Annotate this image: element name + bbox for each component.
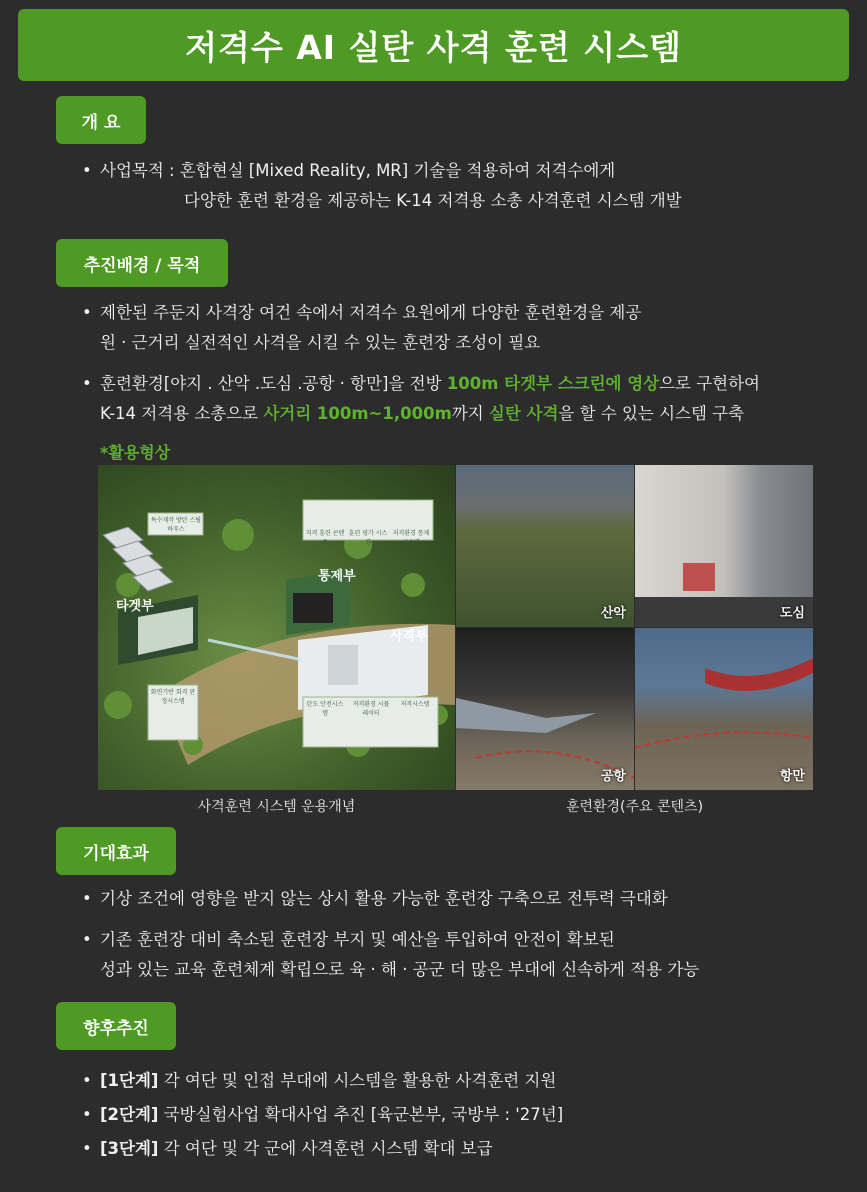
effects-bullet-1: [82, 884, 668, 914]
bullet-dot: •: [82, 1105, 92, 1124]
concept-box-f1: 탄도 안전시스템: [306, 701, 344, 717]
section-overview-label: 개 요: [56, 96, 146, 144]
env-label-harbor: 항만: [779, 769, 805, 784]
concept-caption: 사격훈련 시스템 운용개념: [197, 799, 356, 815]
background-b1-line-1: 제한된 주둔지 사격장 여건 속에서 저격수 요원에게 다양한 훈련환경을 제공: [100, 303, 642, 322]
concept-illustration: [98, 465, 455, 790]
bullet-dot: •: [82, 889, 92, 908]
concept-label-control: 통제부: [318, 569, 356, 584]
concept-box-f2: 저격환경 시뮬레이터: [352, 701, 390, 717]
concept-box-c3: 저격환경 통제시스템: [392, 530, 430, 546]
effects-b1: 기상 조건에 영향을 받지 않는 상시 활용 가능한 훈련장 구축으로 전투력 극대화: [100, 889, 668, 908]
future-item: [82, 1132, 563, 1166]
usage-note: *활용형상: [100, 443, 171, 462]
future-text: 국방실험사업 확대사업 추진 [육군본부, 국방부 : '27년]: [158, 1105, 564, 1124]
text-run: 을 할 수 있는 시스템 구축: [558, 404, 745, 423]
background-bullet-2: [82, 369, 760, 429]
text-run: K-14 저격용 소총으로: [100, 404, 264, 423]
future-text: 각 여단 및 각 군에 사격훈련 시스템 확대 보급: [158, 1139, 493, 1158]
bullet-dot: •: [82, 374, 92, 393]
background-b2-line-2: [100, 399, 760, 429]
env-label-airport: 공항: [600, 769, 626, 784]
concept-box-top: 특수재작 방탄 스틸 하우스: [150, 517, 202, 533]
env-image-city: [635, 465, 813, 627]
env-image-harbor: [635, 628, 813, 790]
effects-bullet-2: [82, 925, 700, 985]
bullet-dot: •: [82, 1139, 92, 1158]
section-effects-label: 기대효과: [56, 827, 176, 875]
highlight-text: 사거리 100m~1,000m: [263, 404, 452, 423]
future-stage: [3단계]: [100, 1139, 159, 1158]
highlight-text: 100m 타겟부 스크린에 영상: [446, 374, 660, 393]
env-image-mountain: [456, 465, 634, 627]
future-item: [82, 1064, 563, 1098]
overview-line-1: 사업목적 : 혼합현실 [Mixed Reality, MR] 기술을 적용하여 저격수에게: [100, 161, 616, 180]
env-caption: 훈련환경(주요 콘텐츠): [565, 799, 704, 815]
future-text: 각 여단 및 인접 부대에 시스템을 활용한 사격훈련 지원: [158, 1071, 557, 1090]
concept-box-f3: 저격시스템: [400, 701, 430, 708]
bullet-dot: •: [82, 930, 92, 949]
billboard: [683, 563, 715, 591]
concept-label-target: 타겟부: [116, 599, 154, 614]
text-run: 까지: [451, 404, 489, 423]
concept-box-bottom: 화면기반 회격 판정시스템: [150, 689, 196, 705]
highlight-text: 실탄 사격: [488, 404, 559, 423]
bullet-dot: •: [82, 161, 92, 180]
title-bar: [18, 9, 849, 81]
effects-b2-line-1: 기존 훈련장 대비 축소된 훈련장 부지 및 예산을 투입하여 안전이 확보된: [100, 930, 615, 949]
concept-label-firing: 사격부: [390, 629, 428, 644]
section-background-label: 추진배경 / 목적: [56, 239, 228, 287]
bullet-dot: •: [82, 1071, 92, 1090]
effects-b2-line-2: 성과 있는 교육 훈련체계 확립으로 육 · 해 · 공군 더 많은 부대에 신속하게 적용 가능: [100, 960, 700, 979]
background-b1-line-2: 원 · 근거리 실전적인 사격을 시킬 수 있는 훈련장 조성이 필요: [100, 333, 541, 352]
bullet-dot: •: [82, 303, 92, 322]
env-label-city: 도심: [779, 606, 805, 621]
background-b2-line-1: [100, 369, 760, 399]
future-item: [82, 1098, 564, 1132]
env-image-airport: [456, 628, 634, 790]
overview-line-2: 다양한 훈련 환경을 제공하는 K-14 저격용 소총 사격훈련 시스템 개발: [184, 191, 682, 210]
page-title: 저격수 AI 실탄 사격 훈련 시스템: [185, 27, 682, 67]
text-run: 훈련환경[야지 . 산악 .도심 .공항 · 항만]을 전방: [100, 374, 447, 393]
env-label-mountain: 산악: [600, 606, 626, 621]
section-future-label: 향후추진: [56, 1002, 176, 1050]
future-stage: [1단계]: [100, 1071, 159, 1090]
background-bullet-1: [82, 298, 642, 358]
text-run: 으로 구현하여: [659, 374, 760, 393]
overview-bullet: [82, 156, 682, 216]
future-list: [82, 1064, 564, 1166]
future-stage: [2단계]: [100, 1105, 159, 1124]
concept-box-c2: 훈련 평가 시스템: [348, 530, 388, 546]
concept-box-c1: 저격 훈련 콘텐츠: [305, 530, 345, 546]
